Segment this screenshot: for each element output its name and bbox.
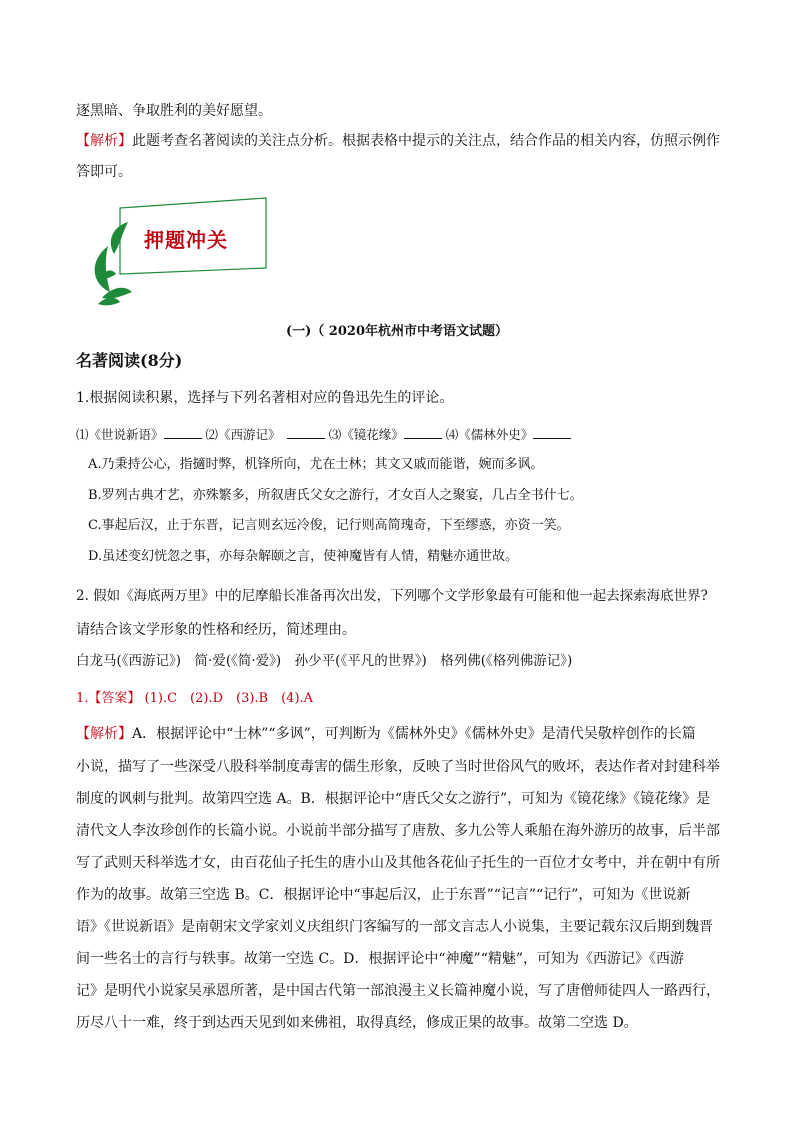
- answer-tag: 1.【答案】: [76, 691, 141, 706]
- answer-blank: [404, 426, 442, 439]
- answer-text: (1).C (2).D (3).B (4).A: [144, 691, 314, 706]
- analysis-text: 此题考查名著阅读的关注点分析。根据表格中提示的关注点，结合作品的相关内容，仿照示例作: [132, 133, 720, 149]
- analysis-tag: 【解析】: [76, 133, 132, 149]
- intro-line: 逐黑暗、争取胜利的美好愿望。: [76, 103, 272, 119]
- explain-line: 记》是明代小说家吴承恩所著，是中国古代第一部浪漫主义长篇神魔小说，写了唐僧师徒四人一路西行，: [76, 983, 720, 999]
- explain-line: 历尽八十一难，终于到达西天见到如来佛祖，取得真经，修成正果的故事。故第二空选 D。: [76, 1015, 638, 1031]
- choice: 孙少平(《平凡的世界》): [294, 653, 427, 669]
- answer-line: [76, 689, 313, 709]
- option-c: C.事起后汉，止于东晋，记言则玄远冷俊，记行则高简瑰奇，下至缪惑，亦资一笑。: [88, 518, 570, 533]
- explain-line: 语》《世说新语》是南朝宋文学家刘义庆组织门客编写的一部文言志人小说集，主要记载东汉后期到魏晋: [76, 919, 713, 935]
- section-title: 名著阅读(8分): [76, 351, 183, 370]
- option-a: A.乃秉持公心，指擿时弊，机锋所向，尤在士林；其文又戚而能谐，婉而多讽。: [88, 457, 544, 472]
- explain-line: [76, 724, 696, 744]
- explain-line: 小说，描写了一些深受八股科举制度毒害的儒生形象，反映了当时世俗风气的败坏，表达作者对封建科举: [76, 759, 720, 775]
- blank-item: ⑶《镜花缘》: [328, 427, 404, 442]
- choice: 格列佛(《格列佛游记》): [440, 653, 573, 669]
- explain-line: 清代文人李汝珍创作的长篇小说。小说前半部分描写了唐敖、多九公等人乘船在海外游历的故事，后半部: [76, 823, 720, 839]
- question-2-choices: [76, 651, 572, 671]
- question-2: 2. 假如《海底两万里》中的尼摩船长准备再次出发，下列哪个文学形象最有可能和他一起去探索海底世界?: [76, 588, 708, 604]
- answer-blank: [533, 426, 571, 439]
- banner-label: 押题冲关: [144, 228, 228, 252]
- choice: 简·爱(《简·爱》): [194, 653, 282, 669]
- answer-blank: [287, 426, 325, 439]
- exam-title: (一)（ 2020年杭州市中考语文试题）: [285, 324, 508, 339]
- blank-item: ⑷《儒林外史》: [445, 427, 534, 442]
- question-2-prompt: 请结合该文学形象的性格和经历，简述理由。: [76, 622, 356, 638]
- banner: [70, 196, 270, 306]
- explain-line: 制度的讽刺与批判。故第四空选 A。B．根据评论中“唐氏父女之游行”，可知为《镜花缘》《镜花缘》是: [76, 791, 711, 807]
- explain-line: 作为的故事。故第三空选 B。C．根据评论中“事起后汉，止于东晋”“记言”“记行”，可知为《世说新: [76, 887, 691, 903]
- explain-line: 间一些名士的言行与轶事。故第一空选 C。D．根据评论中“神魔”“精魅”，可知为《西游记》《西游: [76, 951, 685, 967]
- option-b: B.罗列古典才艺，亦殊繁多，所叙唐氏父女之游行，才女百人之聚宴，几占全书什七。: [88, 488, 583, 503]
- explain-tag: 【解析】: [76, 726, 132, 742]
- analysis-continuation: 答即可。: [76, 164, 132, 180]
- question-1-blanks: [76, 425, 571, 445]
- answer-blank: [164, 426, 202, 439]
- blank-item: ⑴《世说新语》: [76, 427, 164, 442]
- explain-text: A．根据评论中“士林”“多讽”，可判断为《儒林外史》《儒林外史》是清代吴敬梓创作的长篇: [132, 726, 696, 742]
- option-d: D.虽述变幻恍忽之事，亦每杂解颐之言，使神魔皆有人情，精魅亦通世故。: [88, 549, 519, 564]
- analysis-paragraph: [76, 131, 720, 151]
- question-1: 1.根据阅读积累，选择与下列名著相对应的鲁迅先生的评论。: [76, 390, 454, 406]
- blank-item: ⑵《西游记》: [205, 427, 275, 442]
- choice: 白龙马(《西游记》): [76, 653, 182, 669]
- explain-line: 写了武则天科举选才女，由百花仙子托生的唐小山及其他各花仙子托生的一百位才女考中，并在朝中有所: [76, 855, 720, 871]
